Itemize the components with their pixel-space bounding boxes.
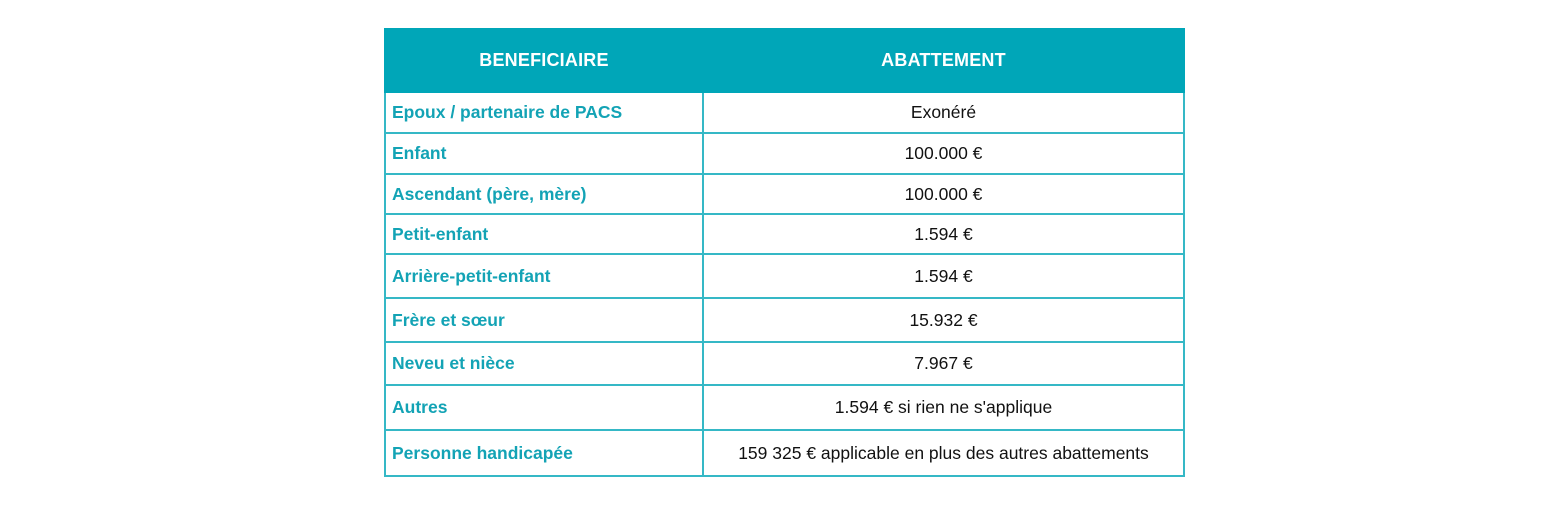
column-header-abattement: ABATTEMENT <box>703 29 1184 92</box>
table-row <box>385 254 1184 298</box>
table-row <box>385 133 1184 174</box>
abattement-table <box>384 28 1185 477</box>
table-row <box>385 214 1184 254</box>
beneficiaire-cell: Petit-enfant <box>385 214 703 254</box>
abattement-cell: 159 325 € applicable en plus des autres abattements <box>703 430 1184 476</box>
table-header <box>385 29 1184 92</box>
abattement-cell: 1.594 € si rien ne s'applique <box>703 385 1184 430</box>
beneficiaire-cell: Epoux / partenaire de PACS <box>385 92 703 133</box>
beneficiaire-cell: Neveu et nièce <box>385 342 703 385</box>
beneficiaire-cell: Frère et sœur <box>385 298 703 342</box>
column-header-beneficiaire: BENEFICIAIRE <box>385 29 703 92</box>
table-row <box>385 174 1184 214</box>
abattement-cell: 15.932 € <box>703 298 1184 342</box>
table-row <box>385 92 1184 133</box>
abattement-cell: Exonéré <box>703 92 1184 133</box>
abattement-cell: 100.000 € <box>703 174 1184 214</box>
header-row <box>385 29 1184 92</box>
table-row <box>385 298 1184 342</box>
table-row <box>385 385 1184 430</box>
beneficiaire-cell: Personne handicapée <box>385 430 703 476</box>
abattement-cell: 1.594 € <box>703 254 1184 298</box>
table-body <box>385 92 1184 476</box>
table-row <box>385 430 1184 476</box>
beneficiaire-cell: Arrière-petit-enfant <box>385 254 703 298</box>
beneficiaire-cell: Ascendant (père, mère) <box>385 174 703 214</box>
beneficiaire-cell: Enfant <box>385 133 703 174</box>
beneficiaire-cell: Autres <box>385 385 703 430</box>
abattement-cell: 7.967 € <box>703 342 1184 385</box>
abattement-cell: 1.594 € <box>703 214 1184 254</box>
table-row <box>385 342 1184 385</box>
abattement-cell: 100.000 € <box>703 133 1184 174</box>
